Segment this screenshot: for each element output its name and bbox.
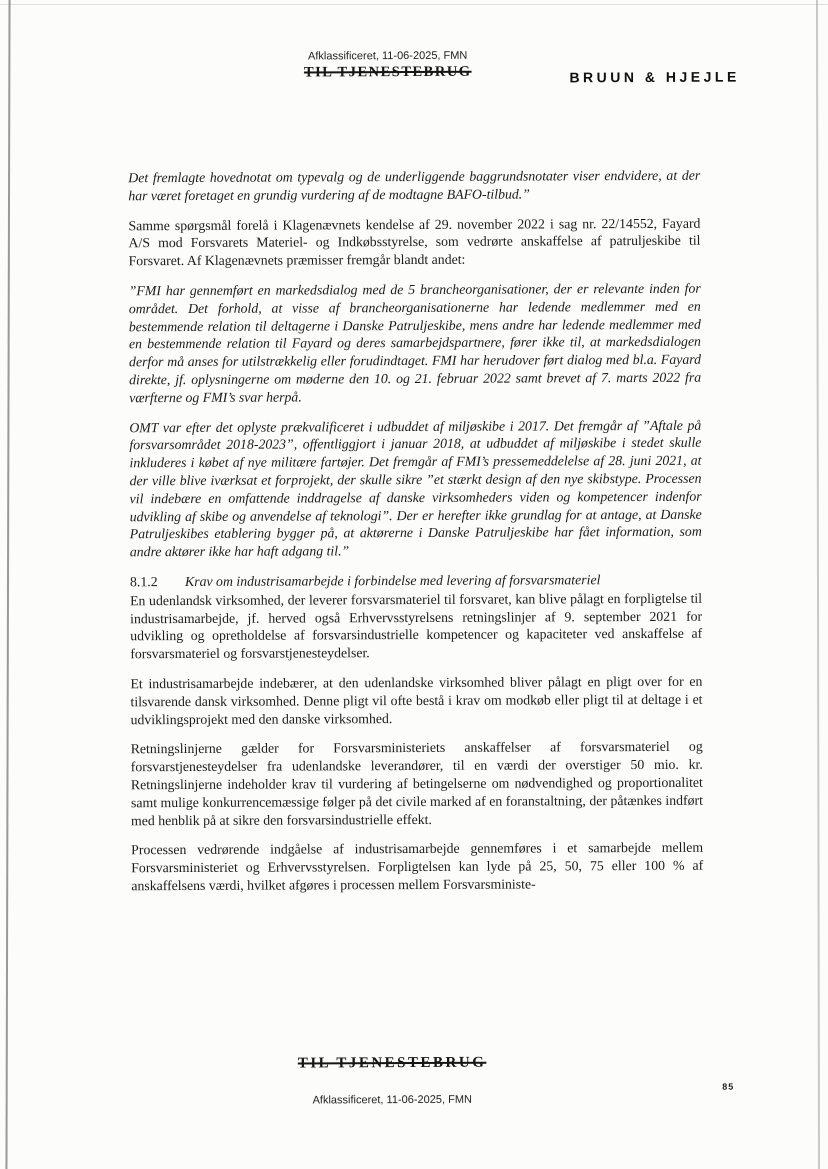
section-title: Krav om industrisamarbejde i forbindelse med levering af forsvarsmateriel: [184, 572, 601, 589]
declassification-note-bottom: Afklassificeret, 11-06-2025, FMN: [312, 1093, 472, 1107]
classification-marking-top: TIL TJENESTEBRUG: [303, 63, 472, 81]
section-number: 8.1.2: [129, 574, 158, 590]
section-heading: [130, 571, 702, 591]
paragraph: Samme spørgsmål forelå i Klagenævnets kendelse af 29. november 2022 i sag nr. 22/14552, Fayard A/S mod Forsvarets Materiel- og Indkøbsstyrelse, som vedrørte anskaffelse af patruljeskibe til Forsvaret. Af Klagenævnets præmisser fremgår blandt andet:: [128, 215, 701, 269]
paragraph: Et industrisamarbejde indebærer, at den udenlandske virksomhed bliver pålagt en pligt over for en tilsvarende dansk virksomhed. Denne pligt vil ofte bestå i krav om modkøb eller pligt til at deltage i et udviklingsprojekt med den danske virksomhed.: [130, 673, 703, 727]
paragraph: Retningslinjerne gælder for Forsvarsministeriets anskaffelser af forsvarsmateriel og forsvarstjenesteydelser fra udenlandske leverandører, til en værdi der overstiger 50 mio. kr. Retningslinjerne indeholder krav til vurdering af betingelserne om nødvendighed og proportionalitet samt mulige konkurrencemæssige følger på det civile marked af en foranstaltning, der påtænkes indført med henblik på at sikre den forsvarsindustrielle effekt.: [130, 739, 703, 828]
page-number: 85: [722, 1081, 735, 1092]
quoted-paragraph: ”FMI har gennemført en markedsdialog med de 5 brancheorganisationer, der er relevante inden for området. Det forhold, at visse af brancheorganisationerne har ledende medlemmer med en bestemmende relation til deltagerne i Danske Patruljeskibe, mens andre har ledende medlemmer med en bestemmende relation til Fayard og deres samarbejdspartnere, fører ikke til, at markedsdialogen derfor må anses for utilstrækkelig eller forudindtaget. FMI har herudover ført dialog med bl.a. Fayard direkte, jf. oplysningerne om møderne den 10. og 21. februar 2022 samt brevet af 7. marts 2022 fra værfterne og FMI’s svar herpå.: [128, 280, 702, 406]
declassification-note-top: Afklassificeret, 11-06-2025, FMN: [307, 49, 468, 63]
paragraph: En udenlandsk virksomhed, der leverer forsvarsmateriel til forsvaret, kan blive pålagt en forpligtelse til industrisamarbejde, jf. herved også Erhvervsstyrelsens retningslinjer af 9. september 2021 for udvikling og opretholdelse af forsvarsindustrielle kompetencer og kapaciteter ved anskaffelse af forsvarsmateriel og forsvarstjenesteydelser.: [130, 590, 703, 662]
quoted-paragraph: Det fremlagte hovednotat om typevalg og de underliggende baggrundsnotater viser endvidere, at der har været foretaget en grundig vurdering af de modtagne BAFO-tilbud.”: [128, 167, 701, 204]
document-header: [0, 0, 825, 86]
classification-marking-bottom: TIL TJENESTEBRUG: [297, 1054, 487, 1072]
quoted-paragraph: OMT var efter det oplyste prækvalificeret i udbuddet af miljøskibe i 2017. Det fremgår af ”Aftale på forsvarsområdet 2018-2023”, offentliggjort i januar 2018, at udbuddet af miljøskibe i stedet skulle inkluderes i købet af nye militære fartøjer. Det fremgår af FMI’s pressemeddelelse af 28. juni 2021, at der ville blive iværksat et forprojekt, der skulle sikre ”et stærkt design af den nye skibstype. Processen vil indebære en omfattende inddragelse af danske virksomheders viden og kompetencer indenfor udvikling af skibe og anvendelse af teknologi”. Der er herefter ikke grundlag for at antage, at Danske Patruljeskibes etablering bygger på, at aktørerne i Danske Patruljeskibe har fået information, som andre aktører ikke har haft adgang til.”: [129, 417, 702, 560]
document-body: [128, 167, 703, 907]
paragraph: Processen vedrørende indgåelse af industrisamarbejde gennemføres i et samarbejde mellem Forsvarsministeriet og Erhvervsstyrelsen. Forpligtelsen kan lyde på 25, 50, 75 eller 100 % af anskaffelsens værdi, hvilket afgøres i processen mellem Forsvarsministe-: [131, 840, 704, 894]
bruun-hjejle-logo: BRUUN & HJEJLE: [569, 68, 740, 86]
